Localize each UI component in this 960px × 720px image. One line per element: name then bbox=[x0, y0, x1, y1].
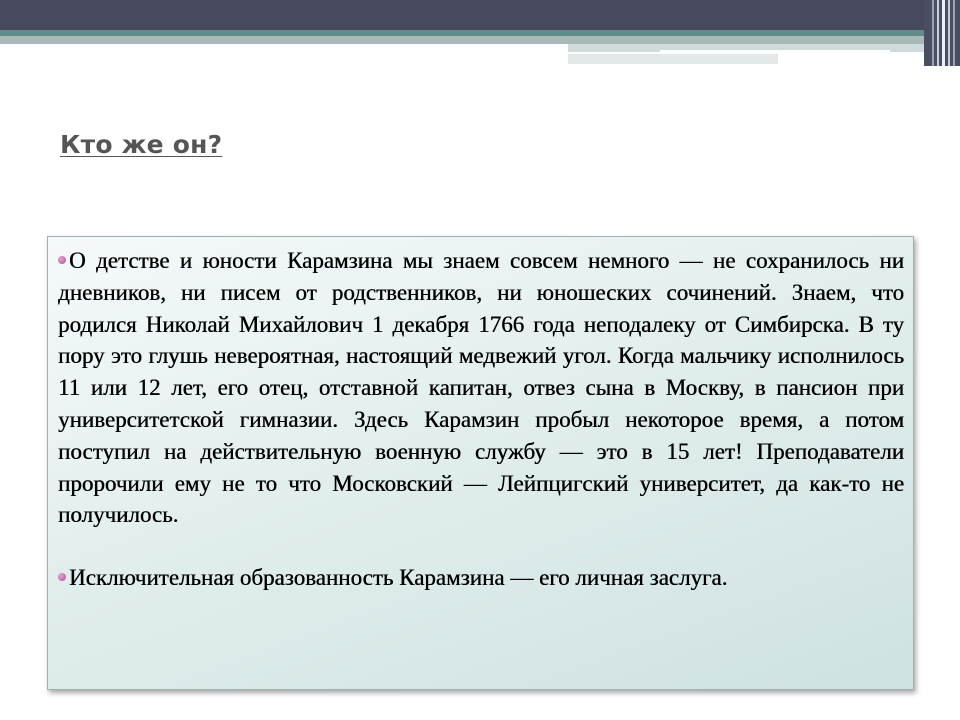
bullet-paragraph bbox=[58, 562, 904, 594]
bullet-paragraph bbox=[58, 245, 904, 531]
bullet-text: О детстве и юности Карамзина мы знаем совсем немного — не сохранилось ни дневников, ни писем от родственников, ни юношеских сочинений. Знаем, что родился Николай Михайлович 1 декабря 1766 года неподалеку от Симбирска. В ту пору это глушь невероятная, настоящий медвежий угол. Когда мальчику исполнилось 11 или 12 лет, его отец, отставной капитан, отвез сына в Москву, в пансион при университетской гимназии. Здесь Карамзин пробыл некоторое время, а потом поступил на действительную военную службу — это в 15 лет! Преподаватели пророчили ему не то что Московский — Лейпцигский университет, да как-то не получилось. bbox=[58, 248, 904, 528]
bullet-text: Исключительная образованность Карамзина — его личная заслуга. bbox=[69, 565, 728, 591]
decorative-vertical-lines bbox=[924, 0, 960, 66]
content-box bbox=[47, 236, 914, 690]
bullet-dot-icon bbox=[58, 256, 66, 264]
header-bar bbox=[0, 0, 960, 30]
slide-title: Кто же он? bbox=[60, 130, 223, 159]
bullet-dot-icon bbox=[58, 573, 66, 581]
header-gray-stripe bbox=[0, 36, 960, 44]
header-accent-line bbox=[660, 50, 890, 52]
header-accent-strip-lower bbox=[568, 54, 778, 64]
